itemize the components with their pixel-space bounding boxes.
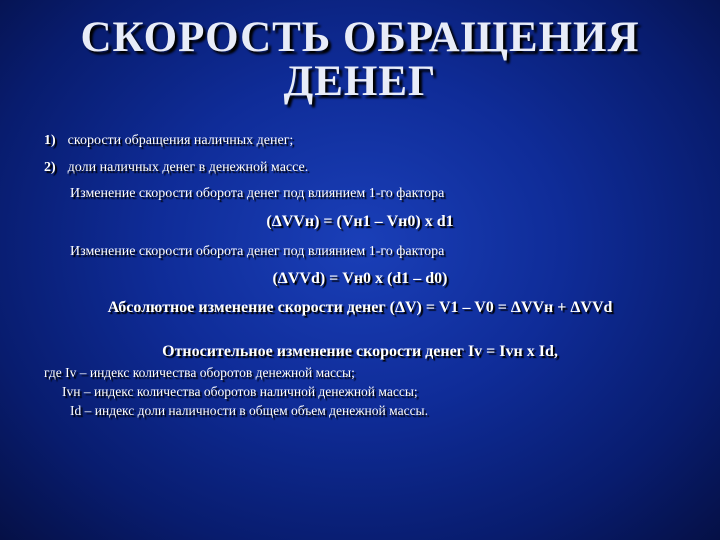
- factor-number: 1): [44, 133, 56, 148]
- factor-item-2: [44, 158, 308, 176]
- absolute-change: Абсолютное изменение скорости денег (ΔV) = V1 – V0 = ΔVVн + ΔVVd: [107, 299, 613, 316]
- factor-number: 2): [44, 160, 56, 175]
- title-line-1: СКОРОСТЬ ОБРАЩЕНИЯ: [80, 14, 640, 61]
- legend-line-2: Ivн – индекс количества оборотов наличной денежной массы;: [62, 384, 418, 399]
- factor-text: скорости обращения наличных денег;: [67, 133, 294, 148]
- factor-item-1: [44, 131, 293, 149]
- relative-change: Относительное изменение скорости денег Iv = Ivн x Id,: [162, 343, 558, 360]
- block-1-caption: Изменение скорости оборота денег под влиянием 1-го фактора: [70, 186, 445, 201]
- block-2-caption: Изменение скорости оборота денег под влиянием 1-го фактора: [70, 244, 445, 259]
- block-2-formula: (ΔVVd) = Vн0 x (d1 – d0): [272, 270, 448, 287]
- title-line-2: ДЕНЕГ: [283, 58, 437, 105]
- legend-line-3: Id – индекс доли наличности в общем объем денежной массы.: [70, 403, 429, 418]
- slide-title: [0, 16, 720, 104]
- block-1-formula: (ΔVVн) = (Vн1 – Vн0) x d1: [266, 213, 454, 230]
- legend-line-1: где Iv – индекс количества оборотов денежной массы;: [44, 365, 355, 380]
- factor-text: доли наличных денег в денежной массе.: [67, 160, 309, 175]
